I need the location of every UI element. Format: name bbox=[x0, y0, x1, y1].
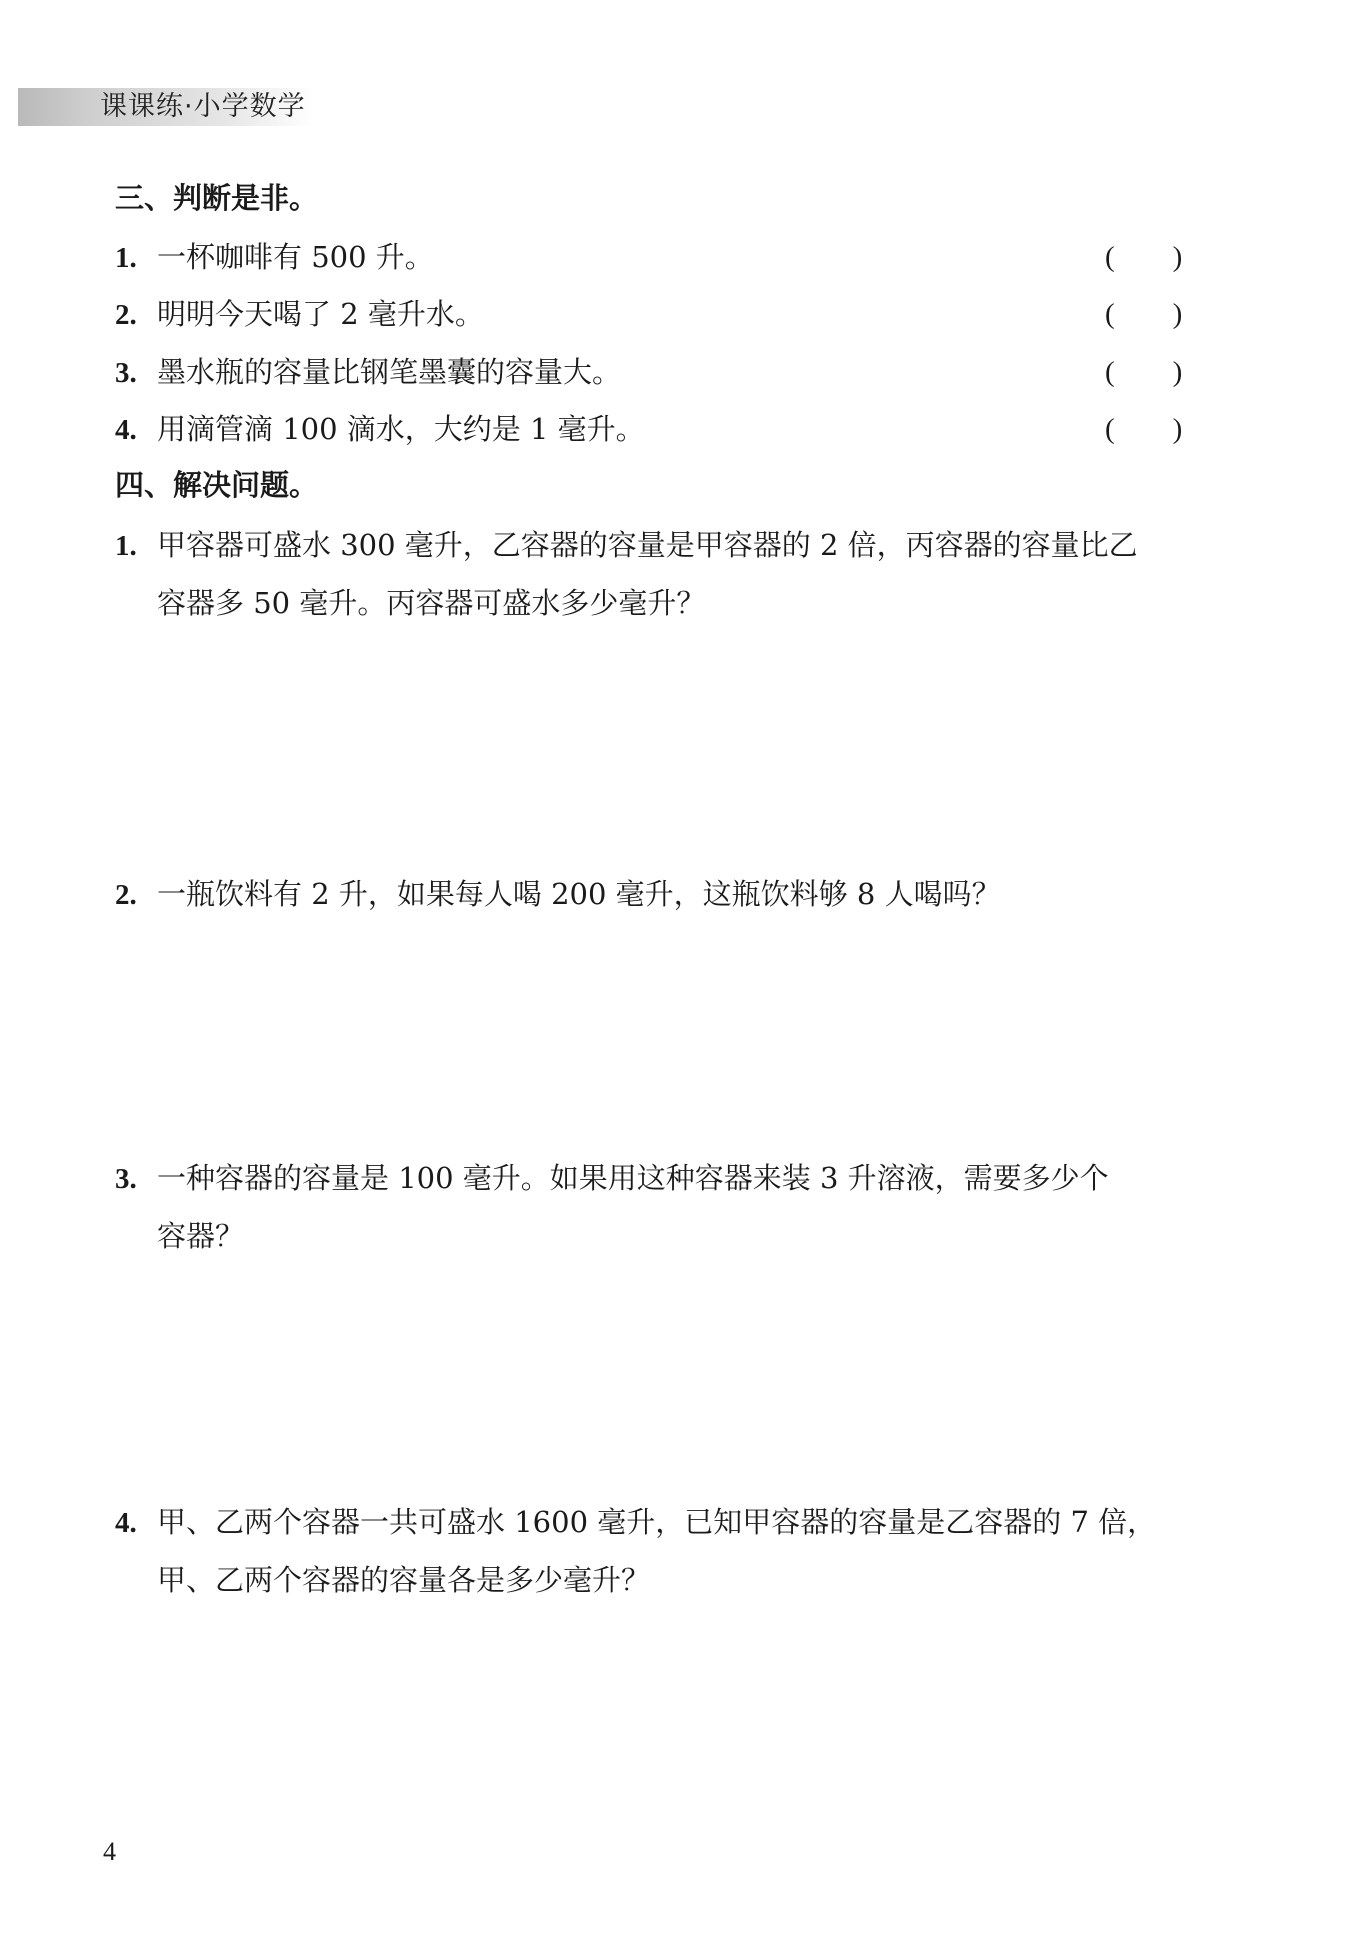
problem-text: 甲容器可盛水 300 毫升，乙容器的容量是甲容器的 2 倍，丙容器的容量比乙 bbox=[157, 528, 1138, 562]
answer-blank-1[interactable]: ( ) bbox=[1105, 241, 1183, 273]
judge-item-4 bbox=[115, 409, 1205, 450]
answer-blank-3[interactable]: ( ) bbox=[1105, 356, 1183, 388]
problem-text: 一种容器的容量是 100 毫升。如果用这种容器来装 3 升溶液，需要多少个 bbox=[157, 1161, 1109, 1195]
answer-blank-2[interactable]: ( ) bbox=[1105, 298, 1183, 330]
problem-2-line-1 bbox=[115, 874, 1205, 915]
problem-4-line-1 bbox=[115, 1502, 1205, 1543]
item-number: 3. bbox=[115, 1163, 137, 1195]
problem-text: 甲、乙两个容器一共可盛水 1600 毫升，已知甲容器的容量是乙容器的 7 倍， bbox=[157, 1505, 1157, 1539]
section-4-heading: 四、解决问题。 bbox=[115, 468, 319, 502]
judge-item-2 bbox=[115, 294, 1205, 335]
item-text: 一杯咖啡有 500 升。 bbox=[157, 240, 434, 274]
answer-blank-4[interactable]: ( ) bbox=[1105, 413, 1183, 445]
section-3-heading: 三、判断是非。 bbox=[115, 181, 319, 215]
problem-text: 一瓶饮料有 2 升，如果每人喝 200 毫升，这瓶饮料够 8 人喝吗？ bbox=[157, 877, 1001, 911]
problem-3-line-2: 容器？ bbox=[157, 1219, 245, 1253]
judge-item-3 bbox=[115, 352, 1205, 393]
item-text: 用滴管滴 100 滴水，大约是 1 毫升。 bbox=[157, 412, 645, 446]
item-number: 4. bbox=[115, 414, 137, 446]
problem-1-line-2: 容器多 50 毫升。丙容器可盛水多少毫升？ bbox=[157, 586, 706, 620]
problem-3-line-1 bbox=[115, 1158, 1205, 1199]
item-number: 4. bbox=[115, 1507, 137, 1539]
book-title: 课课练·小学数学 bbox=[100, 91, 306, 122]
problem-4-line-2: 甲、乙两个容器的容量各是多少毫升？ bbox=[157, 1563, 651, 1597]
item-number: 2. bbox=[115, 879, 137, 911]
item-number: 3. bbox=[115, 357, 137, 389]
problem-1-line-1 bbox=[115, 525, 1205, 566]
page-number: 4 bbox=[103, 1837, 116, 1866]
item-number: 2. bbox=[115, 299, 137, 331]
item-text: 明明今天喝了 2 毫升水。 bbox=[157, 297, 484, 331]
item-text: 墨水瓶的容量比钢笔墨囊的容量大。 bbox=[157, 355, 622, 389]
item-number: 1. bbox=[115, 530, 137, 562]
item-number: 1. bbox=[115, 242, 137, 274]
judge-item-1 bbox=[115, 237, 1205, 278]
